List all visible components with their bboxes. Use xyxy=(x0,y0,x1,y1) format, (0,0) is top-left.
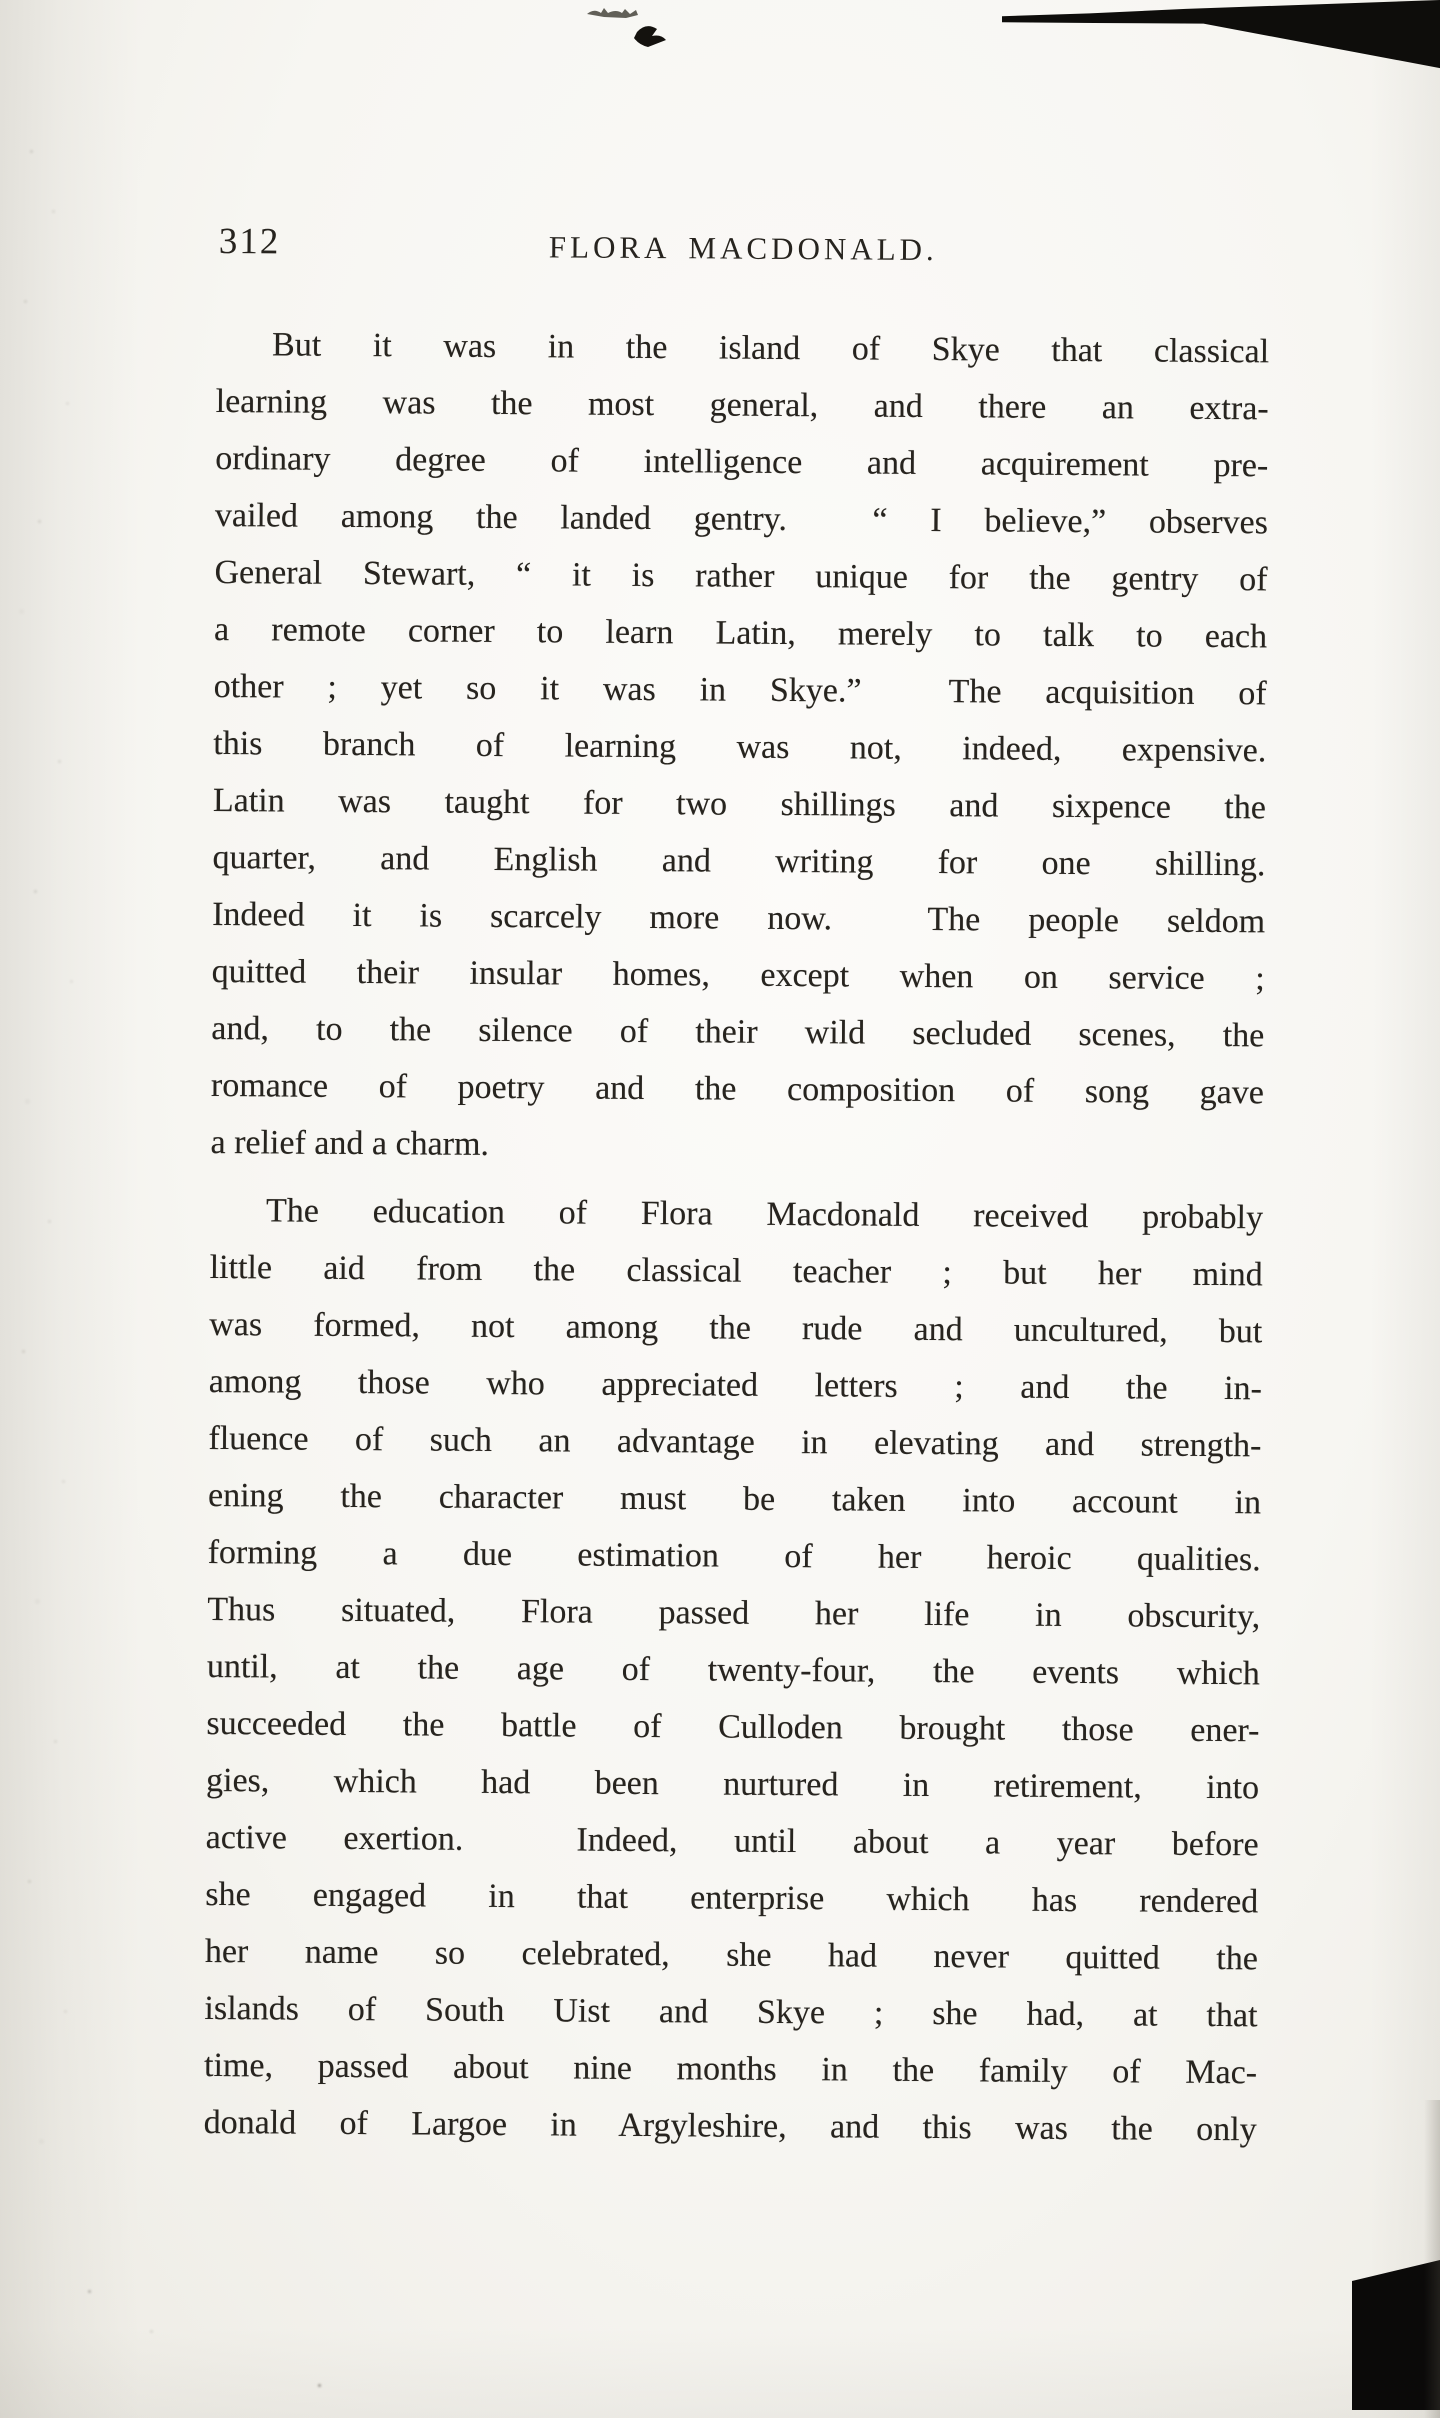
text-line: gies, which had been nurtured in retirement, into xyxy=(205,1761,1260,1807)
running-title: FLORA MACDONALD. xyxy=(548,229,938,268)
text-line: vailed among the landed gentry. “ I believe,” observes xyxy=(214,496,1269,542)
page-text xyxy=(204,316,1270,2158)
text-line: she engaged in that enterprise which has rendered xyxy=(205,1875,1259,1921)
text-line: donald of Largoe in Argyleshire, and this was the only xyxy=(203,2103,1257,2149)
smudge-shape xyxy=(585,5,681,57)
text-line: romance of poetry and the composition of song gave xyxy=(210,1066,1265,1112)
text-line: Indeed it is scarcely more now. The people seldom xyxy=(212,895,1266,941)
scan-smudge-top-icon xyxy=(585,5,681,57)
paragraph xyxy=(204,1182,1264,2158)
text-line: among those who appreciated letters ; and the in- xyxy=(208,1362,1262,1408)
text-line: quitted their insular homes, except when on service ; xyxy=(211,952,1265,998)
text-line: islands of South Uist and Skye ; she had, at that xyxy=(204,1989,1258,2035)
text-line: her name so celebrated, she had never quitted the xyxy=(204,1932,1259,1978)
text-line: time, passed about nine months in the family of Mac- xyxy=(203,2046,1258,2092)
page-number: 312 xyxy=(218,221,281,263)
text-line: ening the character must be taken into account in xyxy=(207,1476,1262,1522)
text-line: a remote corner to learn Latin, merely to talk to each xyxy=(213,610,1268,656)
text-line: But it was in the island of Skye that classical xyxy=(271,326,1270,371)
text-line: The education of Flora Macdonald received probably xyxy=(265,1192,1264,1237)
text-line: and, to the silence of their wild secluded scenes, the xyxy=(211,1009,1265,1055)
text-line: this branch of learning was not, indeed, expensive. xyxy=(213,724,1267,770)
text-line: until, at the age of twenty-four, the events which xyxy=(206,1647,1260,1693)
scan-tear-top-right xyxy=(1002,0,1440,74)
paragraph xyxy=(210,316,1269,1178)
printed-content xyxy=(204,218,1270,2158)
text-line: other ; yet so it was in Skye.” The acquisition of xyxy=(213,667,1267,713)
page-header xyxy=(217,218,1270,287)
text-line: General Stewart, “ it is rather unique for the gentry of xyxy=(214,553,1268,599)
text-line: ordinary degree of intelligence and acquirement pre- xyxy=(215,439,1269,485)
text-line: Thus situated, Flora passed her life in obscurity, xyxy=(207,1590,1261,1636)
text-line: active exertion. Indeed, until about a year before xyxy=(205,1818,1259,1864)
text-line: Latin was taught for two shillings and sixpence the xyxy=(212,781,1267,827)
scan-speckles xyxy=(0,0,3,3)
text-line: little aid from the classical teacher ; but her mind xyxy=(209,1248,1263,1294)
text-line: forming a due estimation of her heroic qualities. xyxy=(207,1533,1261,1579)
text-line: learning was the most general, and there an extra- xyxy=(215,382,1269,428)
text-line: was formed, not among the rude and uncultured, but xyxy=(209,1305,1263,1351)
text-line: quarter, and English and writing for one shilling. xyxy=(212,838,1266,884)
text-line: fluence of such an advantage in elevating and strength- xyxy=(208,1419,1262,1465)
text-line: a relief and a charm. xyxy=(210,1123,490,1163)
scan-right-edge-shade xyxy=(1424,2100,1440,2418)
text-line: succeeded the battle of Culloden brought those ener- xyxy=(206,1704,1260,1750)
